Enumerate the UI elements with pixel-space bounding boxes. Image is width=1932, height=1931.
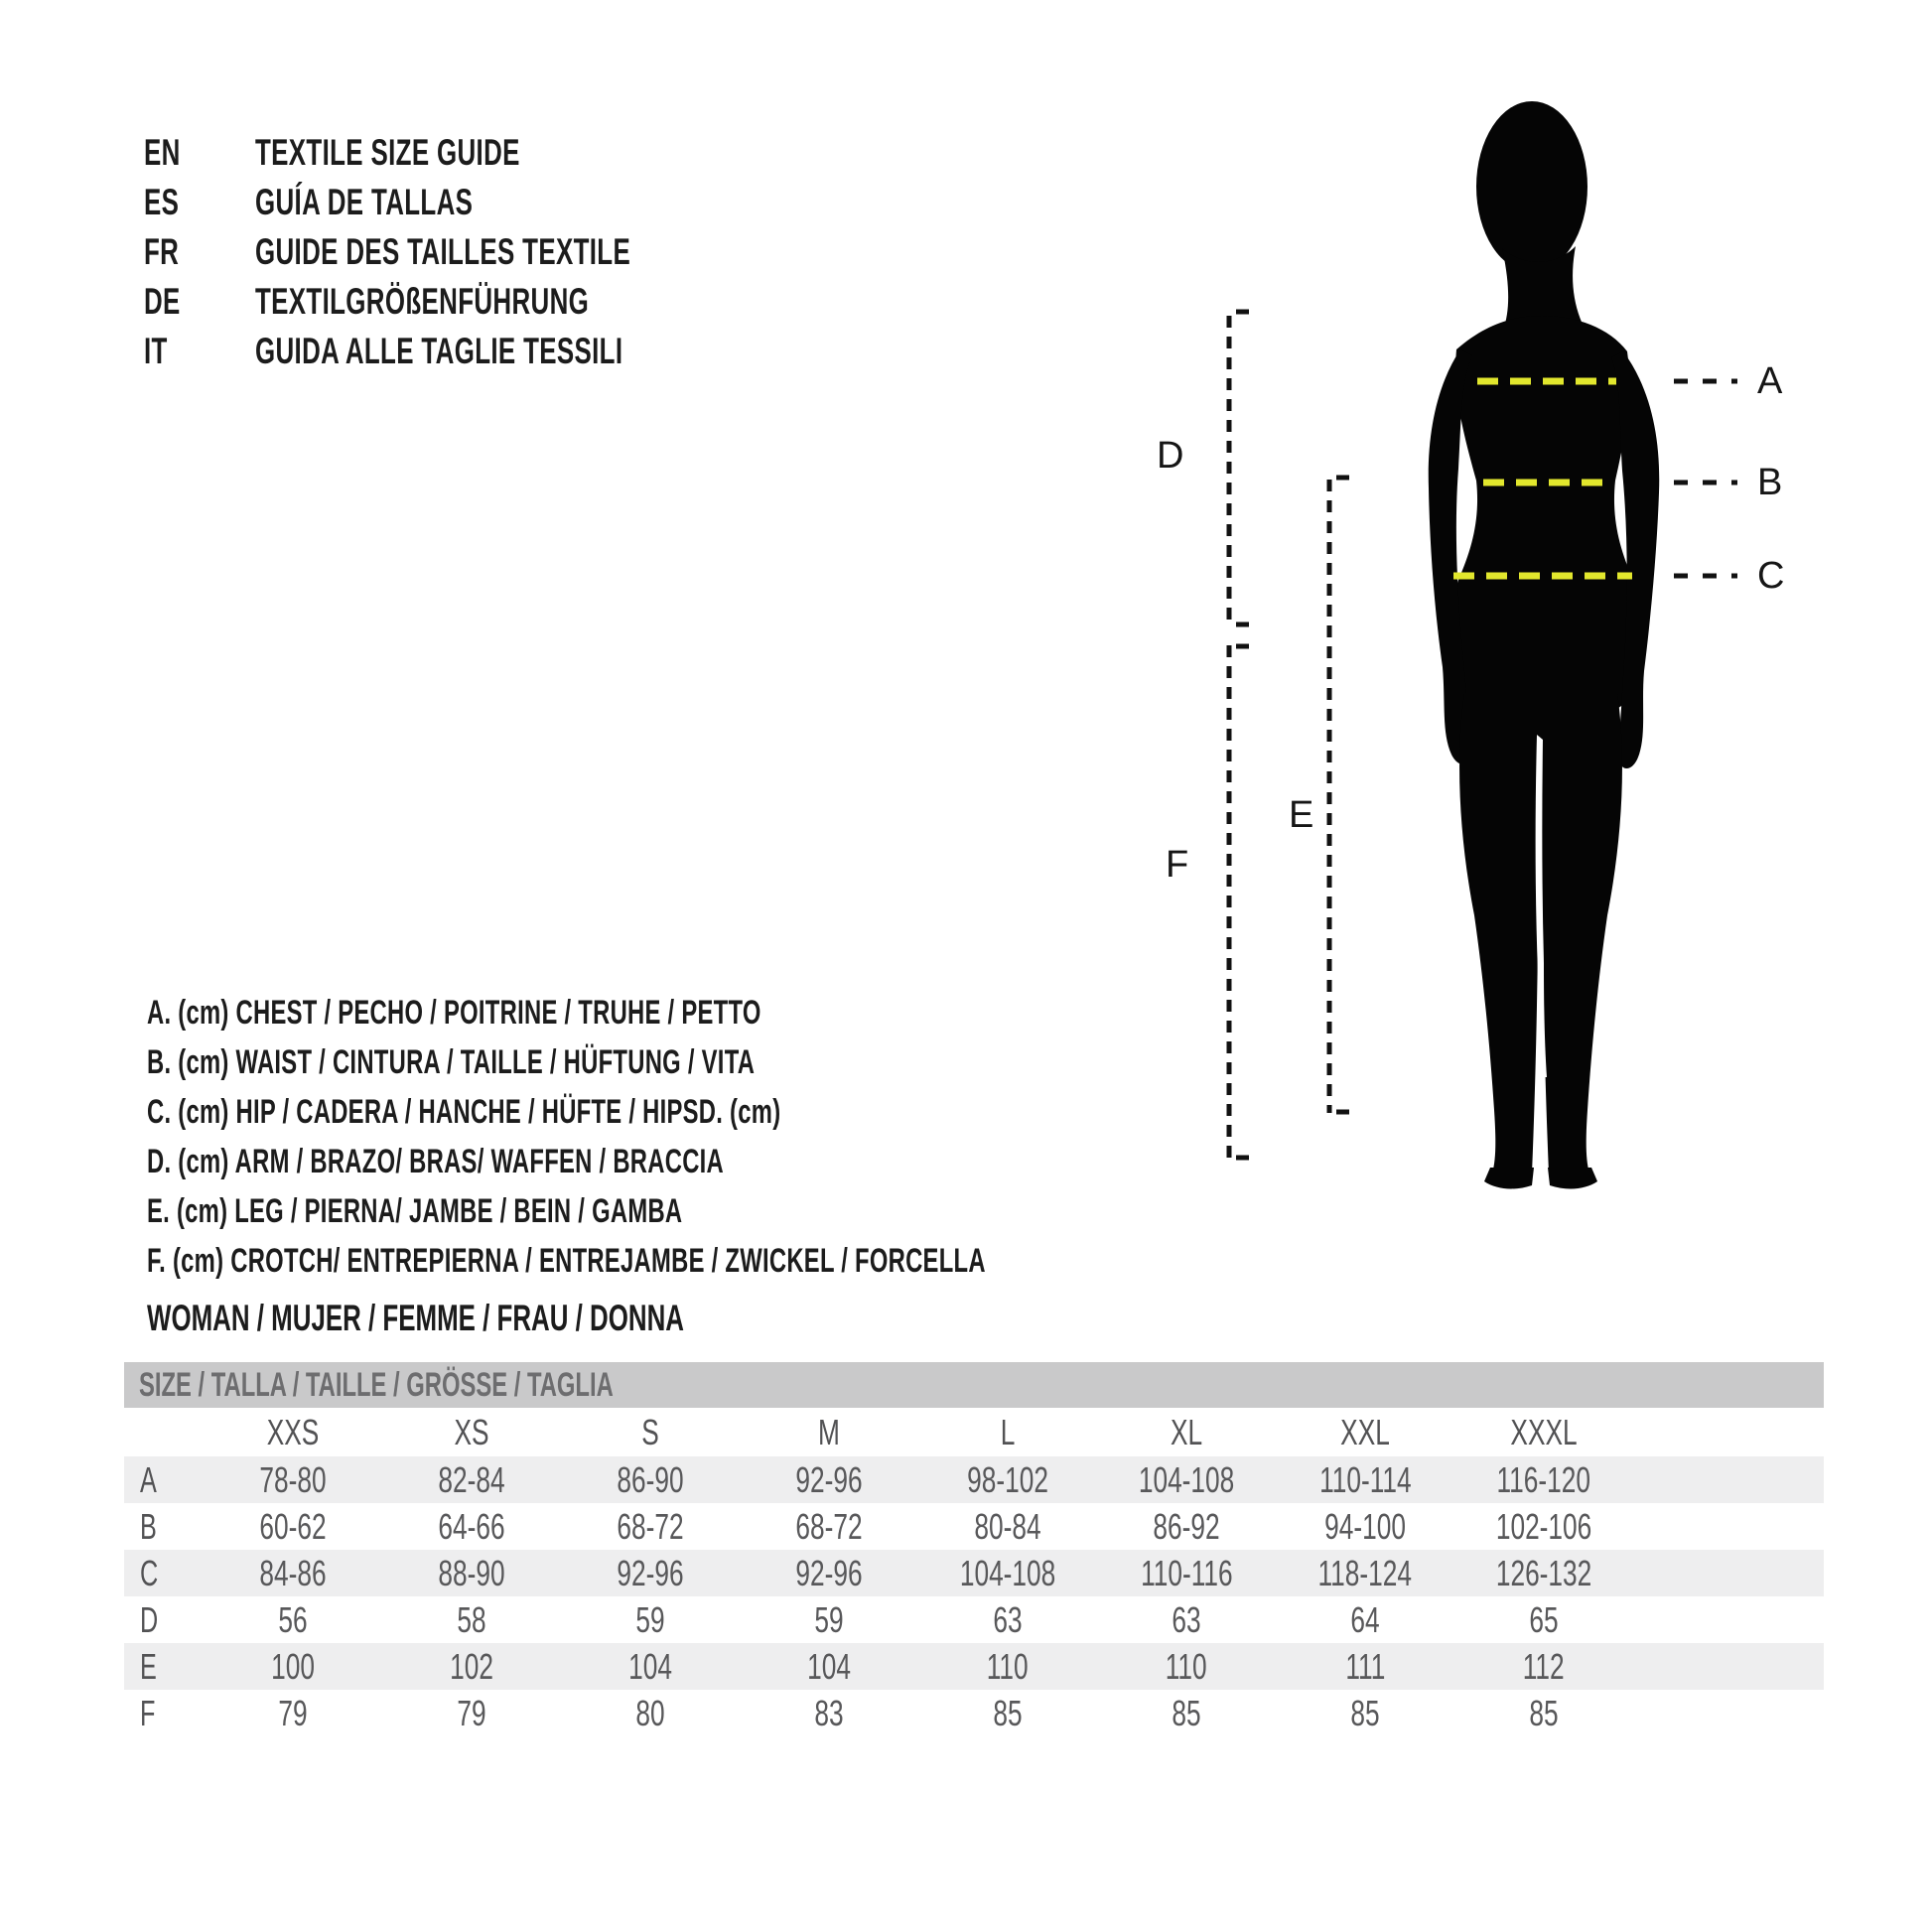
table-cell: 64: [1350, 1598, 1380, 1640]
table-cell: 60-62: [259, 1505, 327, 1547]
silhouette-right-foot: [1548, 1168, 1597, 1188]
row-label: A: [140, 1458, 157, 1500]
table-header-cell: XXXL: [1510, 1411, 1578, 1452]
lang-code-es: ES: [144, 182, 180, 222]
table-cell: 116-120: [1496, 1458, 1591, 1500]
table-row-f: [124, 1690, 1824, 1736]
table-cell: 100: [271, 1645, 315, 1687]
table-header-cell: M: [818, 1411, 840, 1452]
lang-row-de: [144, 277, 791, 327]
title-it: GUIDA ALLE TAGLIE TESSILI: [255, 331, 623, 371]
table-header-row: [124, 1408, 1824, 1456]
table-cell: 82-84: [438, 1458, 505, 1500]
size-table: [124, 1362, 1824, 1736]
table-row-d: [124, 1596, 1824, 1643]
table-cell: 92-96: [617, 1552, 684, 1593]
table-cell: 110: [1166, 1645, 1207, 1687]
row-label: F: [140, 1692, 156, 1733]
table-header-cell: L: [1000, 1411, 1016, 1452]
table-cell: 65: [1529, 1598, 1559, 1640]
title-es: GUÍA DE TALLAS: [255, 182, 474, 222]
table-row-c: [124, 1550, 1824, 1596]
language-title-block: [144, 128, 791, 376]
table-cell: 59: [814, 1598, 844, 1640]
legend-item-hip: C. (cm) HIP / CADERA / HANCHE / HÜFTE / HIPSD. (cm): [147, 1092, 781, 1131]
table-row-a: [124, 1456, 1824, 1503]
table-row-b: [124, 1503, 1824, 1550]
figure-label-e: E: [1289, 794, 1314, 836]
table-cell: 98-102: [967, 1458, 1048, 1500]
table-cell: 78-80: [259, 1458, 327, 1500]
row-label: C: [140, 1552, 159, 1593]
table-cell: 102: [450, 1645, 493, 1687]
table-cell: 111: [1345, 1645, 1385, 1687]
lang-code-fr: FR: [144, 231, 180, 272]
table-header-cell: XS: [454, 1411, 489, 1452]
lang-row-fr: [144, 227, 791, 277]
table-cell: 102-106: [1495, 1505, 1592, 1547]
table-cell: 92-96: [795, 1458, 863, 1500]
title-de: TEXTILGRÖßENFÜHRUNG: [255, 281, 590, 322]
table-cell: 86-90: [617, 1458, 684, 1500]
table-cell: 85: [1172, 1692, 1201, 1733]
lang-code-de: DE: [144, 281, 181, 322]
legend-item-arm: D. (cm) ARM / BRAZO/ BRAS/ WAFFEN / BRACCIA: [147, 1142, 725, 1180]
lang-row-it: [144, 327, 791, 376]
table-cell: 79: [278, 1692, 308, 1733]
table-cell: 104: [628, 1645, 672, 1687]
table-cell: 59: [635, 1598, 665, 1640]
table-header-cell: S: [641, 1411, 659, 1452]
table-cell: 85: [1529, 1692, 1559, 1733]
table-header-cell: XXS: [266, 1411, 320, 1452]
figure-label-c: C: [1757, 555, 1785, 597]
row-label: D: [140, 1598, 159, 1640]
table-cell: 80: [635, 1692, 665, 1733]
table-cell: 112: [1523, 1645, 1565, 1687]
gender-heading: WOMAN / MUJER / FEMME / FRAU / DONNA: [147, 1298, 685, 1338]
measurement-legend: [147, 988, 1345, 1286]
table-cell: 68-72: [795, 1505, 863, 1547]
lang-code-en: EN: [144, 132, 181, 173]
row-label: E: [140, 1645, 157, 1687]
table-cell: 104: [807, 1645, 851, 1687]
table-cell: 110-114: [1318, 1458, 1412, 1500]
table-cell: 110: [987, 1645, 1029, 1687]
legend-item-crotch: F. (cm) CROTCH/ ENTREPIERNA / ENTREJAMBE / ZWICKEL / FORCELLA: [147, 1241, 986, 1280]
table-cell: 63: [1172, 1598, 1201, 1640]
lang-row-en: [144, 128, 791, 178]
table-cell: 110-116: [1140, 1552, 1233, 1593]
figure-label-f: F: [1166, 844, 1189, 886]
figure-label-a: A: [1757, 360, 1783, 402]
table-cell: 84-86: [259, 1552, 327, 1593]
table-cell: 94-100: [1324, 1505, 1406, 1547]
row-label: B: [140, 1505, 157, 1547]
lang-code-it: IT: [144, 331, 168, 371]
table-cell: 63: [993, 1598, 1023, 1640]
table-header-cell: XL: [1170, 1411, 1203, 1452]
table-header-cell: XXL: [1340, 1411, 1390, 1452]
title-en: TEXTILE SIZE GUIDE: [255, 132, 520, 173]
table-cell: 85: [1350, 1692, 1380, 1733]
legend-item-chest: A. (cm) CHEST / PECHO / POITRINE / TRUHE / PETTO: [147, 993, 761, 1032]
table-cell: 118-124: [1317, 1552, 1413, 1593]
legend-item-waist: B. (cm) WAIST / CINTURA / TAILLE / HÜFTUNG / VITA: [147, 1042, 756, 1081]
woman-silhouette: [1429, 101, 1659, 1188]
table-cell: 126-132: [1495, 1552, 1592, 1593]
table-cell: 104-108: [959, 1552, 1056, 1593]
table-cell: 86-92: [1153, 1505, 1220, 1547]
leader-dashes: [1674, 381, 1737, 576]
silhouette-left-foot: [1484, 1168, 1534, 1188]
table-cell: 104-108: [1138, 1458, 1235, 1500]
table-cell: 92-96: [795, 1552, 863, 1593]
table-cell: 58: [457, 1598, 486, 1640]
silhouette-torso: [1450, 316, 1641, 724]
size-table-band-label: SIZE / TALLA / TAILLE / GRÖSSE / TAGLIA: [139, 1365, 614, 1404]
lang-row-es: [144, 178, 791, 227]
table-cell: 88-90: [438, 1552, 505, 1593]
table-cell: 83: [814, 1692, 844, 1733]
table-cell: 68-72: [617, 1505, 684, 1547]
table-cell: 80-84: [974, 1505, 1041, 1547]
table-cell: 56: [278, 1598, 308, 1640]
table-cell: 79: [457, 1692, 486, 1733]
legend-item-leg: E. (cm) LEG / PIERNA/ JAMBE / BEIN / GAMBA: [147, 1191, 683, 1230]
table-cell: 64-66: [438, 1505, 505, 1547]
table-row-e: [124, 1643, 1824, 1690]
figure-label-b: B: [1757, 462, 1783, 503]
figure-label-d: D: [1157, 435, 1184, 477]
table-cell: 85: [993, 1692, 1023, 1733]
silhouette-head: [1476, 101, 1587, 272]
title-fr: GUIDE DES TAILLES TEXTILE: [255, 231, 631, 272]
size-table-band: [124, 1362, 1824, 1408]
